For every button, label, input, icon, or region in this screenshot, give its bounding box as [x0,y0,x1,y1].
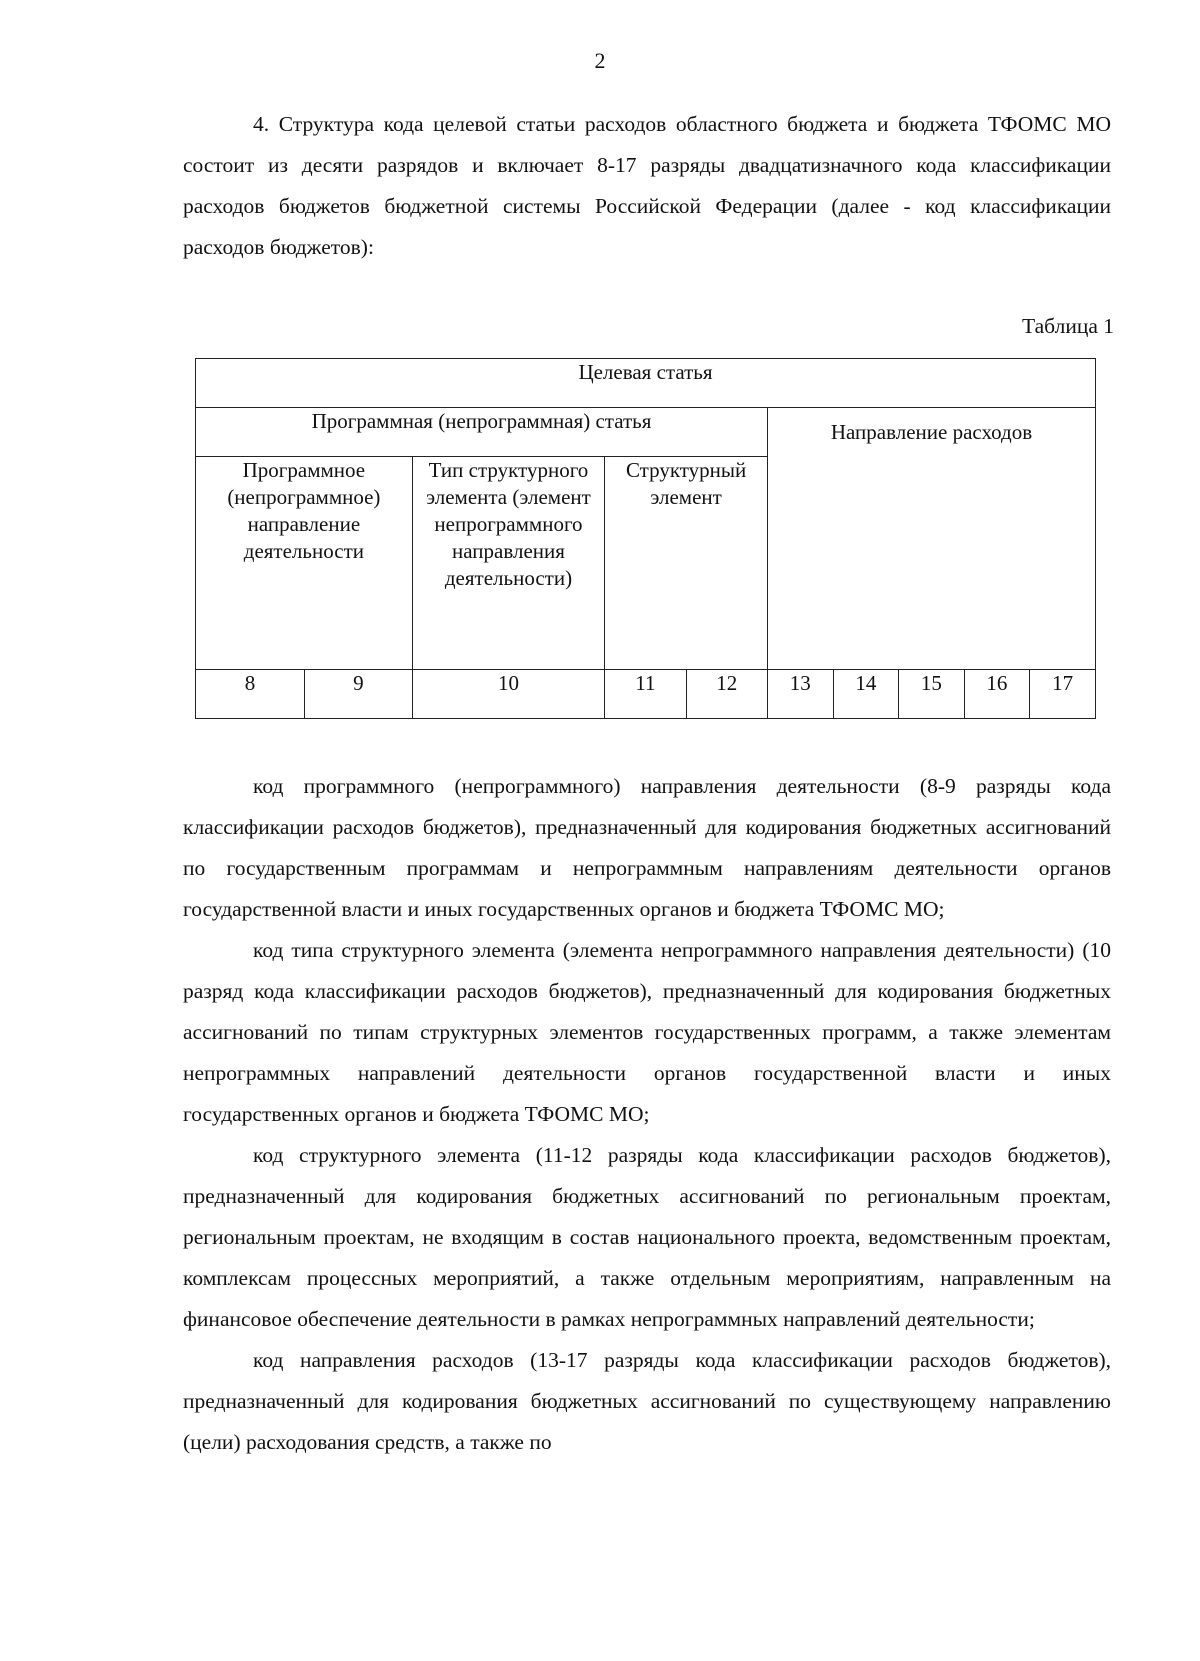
table-title-cell: Целевая статья [196,359,1096,408]
digit-cell: 8 [196,670,305,719]
program-article-header: Программная (непрограммная) статья [196,408,768,457]
digit-cell: 11 [605,670,686,719]
page-number: 2 [594,48,606,73]
digit-cell: 10 [412,670,604,719]
element-code-paragraph: код структурного элемента (11-12 разряды кода классификации расходов бюджетов), предназначенный для кодирования бюджетных ассигнований по региональным проектам, региональным проектам, не входящим в состав национального проекта, ведомственным проектам, комплексам процессных мероприятий, а также отдельным мероприятиям, направленным на финансовое обеспечение деятельности в рамках непрограммных направлений деятельности; [183,1143,1111,1331]
digit-cell: 16 [964,670,1030,719]
digit-cell: 12 [686,670,767,719]
program-direction-header: Программное (непрограммное) направление деятельности [196,457,413,670]
digit-cell: 13 [768,670,834,719]
table-caption: Таблица 1 [1022,314,1114,338]
program-code-paragraph: код программного (непрограммного) направления деятельности (8-9 разряды кода классификации расходов бюджетов), предназначенный для кодирования бюджетных ассигнований по государственным программам и непрограммным направлениям деятельности органов государственной власти и иных государственных органов и бюджета ТФОМС МО; [183,774,1111,921]
digit-cell: 9 [304,670,412,719]
digit-cell: 17 [1030,670,1096,719]
direction-code-paragraph: код направления расходов (13-17 разряды кода классификации расходов бюджетов), предназначенный для кодирования бюджетных ассигнований по существующему направлению (цели) расходования средств, а также по [183,1348,1111,1454]
structure-table [195,358,1096,719]
intro-paragraph: 4. Структура кода целевой статьи расходов областного бюджета и бюджета ТФОМС МО состоит из десяти разрядов и включает 8-17 разряды двадцатизначного кода классификации расходов бюджетов бюджетной системы Российской Федерации (далее - код классификации расходов бюджетов): [183,112,1111,259]
expense-direction-header: Направление расходов [768,408,1096,670]
structural-element-header: Структурный элемент [605,457,768,670]
element-type-header: Тип структурного элемента (элемент непрограммного направления деятельности) [412,457,604,670]
code-description-list [183,766,1111,1463]
digit-cell: 15 [899,670,965,719]
digit-cell: 14 [833,670,899,719]
type-code-paragraph: код типа структурного элемента (элемента непрограммного направления деятельности) (10 разряд кода классификации расходов бюджетов), предназначенный для кодирования бюджетных ассигнований по типам структурных элементов государственных программ, а также элементам непрограммных направлений деятельности органов государственной власти и иных государственных органов и бюджета ТФОМС МО; [183,938,1111,1126]
